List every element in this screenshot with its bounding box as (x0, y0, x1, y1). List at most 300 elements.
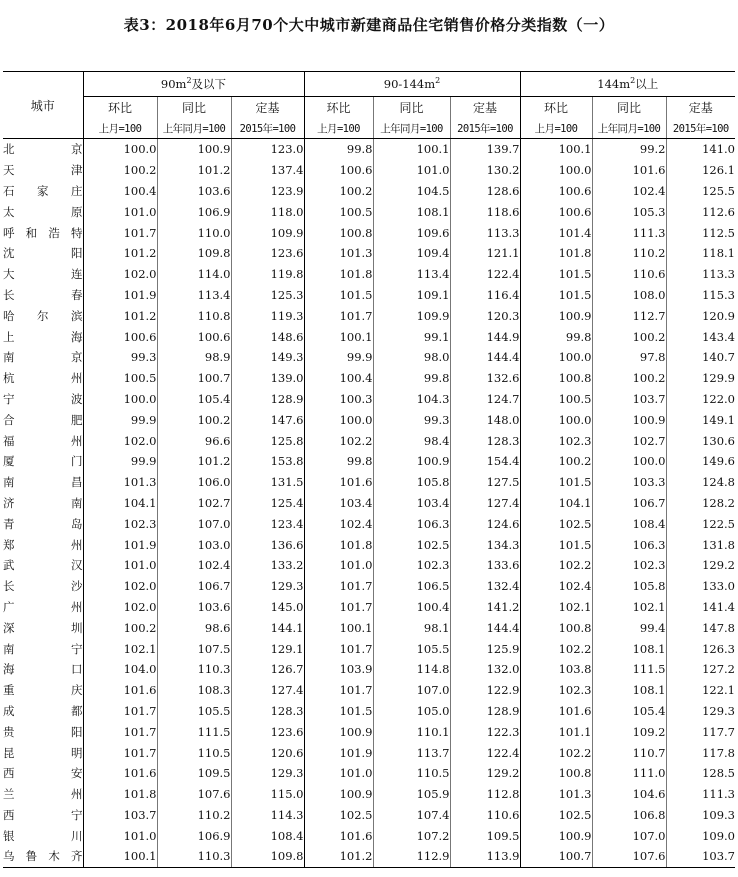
index-value: 119.8 (231, 264, 304, 285)
table-row (3, 430, 735, 451)
index-value: 101.6 (304, 825, 373, 846)
index-value: 101.6 (304, 472, 373, 493)
index-value: 101.8 (304, 264, 373, 285)
index-value: 102.3 (520, 430, 592, 451)
index-value: 102.5 (373, 534, 450, 555)
base-header-row (3, 118, 735, 139)
index-value: 98.6 (157, 617, 231, 638)
index-value: 108.0 (592, 285, 666, 306)
city-name: 杭州 (3, 371, 83, 386)
index-value: 100.9 (592, 409, 666, 430)
table-row (3, 243, 735, 264)
index-value: 101.0 (83, 555, 157, 576)
index-value: 141.2 (450, 597, 520, 618)
table-row (3, 701, 735, 722)
index-value: 99.9 (304, 347, 373, 368)
index-value: 103.8 (520, 659, 592, 680)
index-value: 100.0 (83, 139, 157, 160)
index-value: 102.1 (83, 638, 157, 659)
index-value: 100.6 (520, 201, 592, 222)
index-value: 107.6 (157, 784, 231, 805)
table-title: 表3：2018年6月70个大中城市新建商品住宅销售价格分类指数（一） (123, 16, 615, 34)
city-name: 西安 (3, 766, 83, 781)
table-row (3, 638, 735, 659)
index-value: 134.3 (450, 534, 520, 555)
index-value: 113.7 (373, 742, 450, 763)
index-value: 128.9 (231, 389, 304, 410)
index-value: 129.9 (666, 368, 735, 389)
index-value: 105.8 (373, 472, 450, 493)
index-value: 113.4 (373, 264, 450, 285)
index-value: 103.7 (83, 805, 157, 826)
base-last-month: 上月=100 (304, 118, 373, 139)
index-value: 100.2 (304, 181, 373, 202)
table-row (3, 389, 735, 410)
index-value: 99.1 (373, 326, 450, 347)
index-value: 149.3 (231, 347, 304, 368)
index-value: 106.7 (157, 576, 231, 597)
table-row (3, 763, 735, 784)
index-value: 100.9 (157, 139, 231, 160)
index-value: 109.4 (373, 243, 450, 264)
index-value: 103.6 (157, 181, 231, 202)
index-value: 139.0 (231, 368, 304, 389)
index-value: 100.1 (304, 617, 373, 638)
index-value: 128.3 (450, 430, 520, 451)
index-value: 100.6 (520, 181, 592, 202)
index-value: 108.4 (231, 825, 304, 846)
index-value: 100.0 (592, 451, 666, 472)
index-value: 141.0 (666, 139, 735, 160)
index-value: 102.3 (373, 555, 450, 576)
table-row (3, 409, 735, 430)
index-value: 103.7 (592, 389, 666, 410)
index-value: 98.0 (373, 347, 450, 368)
index-value: 105.9 (373, 784, 450, 805)
table-row (3, 659, 735, 680)
index-value: 110.0 (157, 222, 231, 243)
index-value: 100.3 (304, 389, 373, 410)
table-row (3, 472, 735, 493)
index-value: 129.2 (450, 763, 520, 784)
index-value: 133.2 (231, 555, 304, 576)
index-value: 115.3 (666, 285, 735, 306)
index-value: 128.5 (666, 763, 735, 784)
table-row (3, 285, 735, 306)
index-value: 99.3 (373, 409, 450, 430)
index-value: 109.9 (231, 222, 304, 243)
index-value: 101.5 (304, 285, 373, 306)
index-value: 108.3 (157, 680, 231, 701)
index-value: 110.2 (157, 805, 231, 826)
city-name: 哈尔滨 (3, 308, 83, 323)
table-row (3, 846, 735, 867)
index-value: 100.8 (520, 617, 592, 638)
city-name: 海口 (3, 662, 83, 677)
index-value: 111.3 (592, 222, 666, 243)
index-value: 105.8 (592, 576, 666, 597)
index-value: 101.3 (83, 472, 157, 493)
index-value: 102.4 (592, 181, 666, 202)
index-value: 143.4 (666, 326, 735, 347)
table-row (3, 305, 735, 326)
subcol-yoy: 同比 (157, 97, 231, 119)
index-value: 120.9 (666, 305, 735, 326)
index-value: 100.0 (304, 409, 373, 430)
index-value: 128.9 (450, 701, 520, 722)
city-name: 长沙 (3, 579, 83, 594)
subcol-fixed-base: 定基 (450, 97, 520, 119)
index-value: 104.1 (520, 493, 592, 514)
city-name: 南昌 (3, 475, 83, 490)
table-row (3, 555, 735, 576)
index-value: 109.0 (666, 825, 735, 846)
index-value: 109.8 (157, 243, 231, 264)
index-value: 147.8 (666, 617, 735, 638)
index-value: 124.6 (450, 513, 520, 534)
index-value: 101.5 (304, 701, 373, 722)
index-value: 101.9 (83, 285, 157, 306)
index-value: 101.0 (83, 201, 157, 222)
index-value: 102.5 (520, 513, 592, 534)
index-value: 106.3 (592, 534, 666, 555)
city-name: 重庆 (3, 683, 83, 698)
subcol-mom: 环比 (83, 97, 157, 119)
index-value: 102.7 (157, 493, 231, 514)
index-value: 101.7 (304, 305, 373, 326)
index-value: 103.9 (304, 659, 373, 680)
index-value: 101.5 (520, 285, 592, 306)
index-value: 126.1 (666, 160, 735, 181)
index-value: 133.0 (666, 576, 735, 597)
index-value: 113.9 (450, 846, 520, 867)
index-value: 101.6 (83, 763, 157, 784)
index-value: 101.7 (83, 721, 157, 742)
city-name: 宁波 (3, 391, 83, 406)
index-value: 100.2 (83, 160, 157, 181)
index-value: 103.7 (666, 846, 735, 867)
index-value: 100.9 (373, 451, 450, 472)
index-value: 113.3 (666, 264, 735, 285)
index-value: 118.1 (666, 243, 735, 264)
index-value: 144.4 (450, 617, 520, 638)
table-row (3, 139, 735, 160)
city-name: 上海 (3, 329, 83, 344)
index-value: 104.5 (373, 181, 450, 202)
index-value: 100.7 (520, 846, 592, 867)
group-header-medium: $90-144m^2$ (304, 72, 520, 97)
index-value: 107.0 (157, 513, 231, 534)
subcol-fixed-base: 定基 (231, 97, 304, 119)
index-value: 147.6 (231, 409, 304, 430)
index-value: 103.6 (157, 597, 231, 618)
index-value: 102.5 (304, 805, 373, 826)
index-value: 109.1 (373, 285, 450, 306)
index-value: 106.9 (157, 201, 231, 222)
index-value: 101.2 (157, 451, 231, 472)
index-value: 105.5 (157, 701, 231, 722)
city-name: 南宁 (3, 641, 83, 656)
city-name: 乌鲁木齐 (3, 846, 83, 867)
index-value: 110.1 (373, 721, 450, 742)
base-2015: 2015年=100 (450, 118, 520, 139)
index-value: 110.6 (592, 264, 666, 285)
index-value: 106.5 (373, 576, 450, 597)
index-value: 130.2 (450, 160, 520, 181)
index-value: 129.3 (231, 576, 304, 597)
index-value: 109.8 (231, 846, 304, 867)
index-value: 111.5 (592, 659, 666, 680)
subcol-yoy: 同比 (373, 97, 450, 119)
table-row (3, 513, 735, 534)
index-value: 128.3 (231, 701, 304, 722)
index-value: 106.9 (157, 825, 231, 846)
index-value: 119.3 (231, 305, 304, 326)
table-row (3, 617, 735, 638)
index-value: 106.7 (592, 493, 666, 514)
index-value: 101.5 (520, 264, 592, 285)
city-name: 广州 (3, 599, 83, 614)
index-value: 100.2 (83, 617, 157, 638)
index-value: 102.7 (592, 430, 666, 451)
index-value: 100.2 (520, 451, 592, 472)
index-value: 103.4 (304, 493, 373, 514)
index-value: 128.2 (666, 493, 735, 514)
index-value: 117.7 (666, 721, 735, 742)
table-row (3, 451, 735, 472)
index-value: 112.5 (666, 222, 735, 243)
table-row (3, 160, 735, 181)
index-value: 102.3 (592, 555, 666, 576)
base-last-year-month: 上年同月=100 (373, 118, 450, 139)
index-value: 100.8 (520, 368, 592, 389)
subcol-yoy: 同比 (592, 97, 666, 119)
index-value: 101.8 (304, 534, 373, 555)
index-value: 113.4 (157, 285, 231, 306)
index-value: 114.8 (373, 659, 450, 680)
table-row (3, 825, 735, 846)
base-last-month: 上月=100 (520, 118, 592, 139)
index-value: 110.8 (157, 305, 231, 326)
city-name: 贵阳 (3, 724, 83, 739)
index-value: 102.4 (520, 576, 592, 597)
index-value: 99.3 (83, 347, 157, 368)
index-value: 114.0 (157, 264, 231, 285)
city-name: 郑州 (3, 537, 83, 552)
city-name: 厦门 (3, 454, 83, 469)
index-value: 121.1 (450, 243, 520, 264)
index-value: 99.8 (304, 451, 373, 472)
index-value: 125.9 (450, 638, 520, 659)
index-value: 101.6 (83, 680, 157, 701)
index-value: 125.4 (231, 493, 304, 514)
index-value: 127.4 (231, 680, 304, 701)
index-value: 129.1 (231, 638, 304, 659)
index-value: 109.5 (450, 825, 520, 846)
index-value: 100.0 (83, 389, 157, 410)
index-value: 125.8 (231, 430, 304, 451)
index-value: 99.2 (592, 139, 666, 160)
index-value: 102.2 (520, 742, 592, 763)
city-column-header: 城市 (3, 72, 83, 139)
index-value: 128.6 (450, 181, 520, 202)
index-value: 131.8 (666, 534, 735, 555)
index-value: 110.7 (592, 742, 666, 763)
index-value: 149.6 (666, 451, 735, 472)
index-value: 106.0 (157, 472, 231, 493)
city-name: 深圳 (3, 620, 83, 635)
base-last-month: 上月=100 (83, 118, 157, 139)
index-value: 97.8 (592, 347, 666, 368)
index-value: 100.1 (83, 846, 157, 867)
index-value: 101.2 (83, 243, 157, 264)
city-name: 兰州 (3, 787, 83, 802)
index-value: 101.0 (304, 555, 373, 576)
index-value: 112.6 (666, 201, 735, 222)
index-value: 100.8 (304, 222, 373, 243)
index-value: 111.5 (157, 721, 231, 742)
index-value: 101.4 (520, 222, 592, 243)
index-value: 101.2 (157, 160, 231, 181)
table-row (3, 201, 735, 222)
subcol-fixed-base: 定基 (666, 97, 735, 119)
index-value: 101.3 (304, 243, 373, 264)
index-value: 96.6 (157, 430, 231, 451)
index-value: 101.5 (520, 534, 592, 555)
index-value: 109.9 (373, 305, 450, 326)
index-value: 114.3 (231, 805, 304, 826)
city-name: 西宁 (3, 807, 83, 822)
index-value: 101.0 (304, 763, 373, 784)
index-value: 102.0 (83, 576, 157, 597)
table-row (3, 721, 735, 742)
group-header-row (3, 72, 735, 97)
index-value: 101.8 (520, 243, 592, 264)
index-value: 144.1 (231, 617, 304, 638)
index-value: 100.1 (373, 139, 450, 160)
city-name: 银川 (3, 828, 83, 843)
index-value: 129.3 (666, 701, 735, 722)
city-name: 沈阳 (3, 246, 83, 261)
index-value: 132.4 (450, 576, 520, 597)
index-value: 101.6 (520, 701, 592, 722)
index-value: 100.4 (373, 597, 450, 618)
index-value: 100.9 (304, 784, 373, 805)
index-value: 125.5 (666, 181, 735, 202)
index-value: 139.7 (450, 139, 520, 160)
table-row (3, 742, 735, 763)
index-value: 103.0 (157, 534, 231, 555)
index-value: 102.1 (592, 597, 666, 618)
index-value: 149.1 (666, 409, 735, 430)
index-value: 100.6 (83, 326, 157, 347)
index-value: 107.6 (592, 846, 666, 867)
index-value: 110.5 (373, 763, 450, 784)
index-value: 110.3 (157, 659, 231, 680)
index-value: 140.7 (666, 347, 735, 368)
index-value: 105.4 (157, 389, 231, 410)
index-value: 99.9 (83, 451, 157, 472)
index-value: 101.3 (520, 784, 592, 805)
index-value: 100.6 (157, 326, 231, 347)
index-value: 102.3 (520, 680, 592, 701)
index-value: 101.9 (304, 742, 373, 763)
index-value: 111.3 (666, 784, 735, 805)
table-row (3, 534, 735, 555)
city-name: 南京 (3, 350, 83, 365)
index-value: 101.7 (83, 742, 157, 763)
index-value: 109.3 (666, 805, 735, 826)
index-value: 127.4 (450, 493, 520, 514)
index-value: 101.7 (83, 701, 157, 722)
index-value: 101.7 (83, 222, 157, 243)
index-value: 112.9 (373, 846, 450, 867)
index-value: 120.3 (450, 305, 520, 326)
index-value: 129.2 (666, 555, 735, 576)
index-value: 102.0 (83, 597, 157, 618)
index-value: 110.5 (157, 742, 231, 763)
city-name: 石家庄 (3, 183, 83, 198)
base-last-year-month: 上年同月=100 (157, 118, 231, 139)
city-name: 长春 (3, 287, 83, 302)
index-value: 154.4 (450, 451, 520, 472)
index-value: 129.3 (231, 763, 304, 784)
table-row (3, 576, 735, 597)
index-value: 109.5 (157, 763, 231, 784)
index-value: 101.2 (83, 305, 157, 326)
table-row (3, 493, 735, 514)
index-value: 105.3 (592, 201, 666, 222)
city-name: 呼和浩特 (3, 225, 83, 240)
index-value: 107.0 (592, 825, 666, 846)
index-value: 104.0 (83, 659, 157, 680)
index-value: 98.1 (373, 617, 450, 638)
index-value: 115.0 (231, 784, 304, 805)
index-value: 126.3 (666, 638, 735, 659)
city-name: 昆明 (3, 745, 83, 760)
table-row (3, 784, 735, 805)
index-value: 124.8 (666, 472, 735, 493)
table-body (3, 139, 735, 868)
index-value: 105.0 (373, 701, 450, 722)
index-value: 101.7 (304, 638, 373, 659)
index-value: 99.9 (83, 409, 157, 430)
city-name: 大连 (3, 267, 83, 282)
index-value: 100.1 (520, 139, 592, 160)
index-value: 100.5 (83, 368, 157, 389)
subcol-mom: 环比 (304, 97, 373, 119)
city-name: 济南 (3, 495, 83, 510)
index-value: 123.6 (231, 243, 304, 264)
index-value: 125.3 (231, 285, 304, 306)
price-index-table (3, 71, 735, 868)
base-2015: 2015年=100 (666, 118, 735, 139)
index-value: 141.4 (666, 597, 735, 618)
index-value: 107.5 (157, 638, 231, 659)
index-value: 131.5 (231, 472, 304, 493)
index-value: 100.7 (157, 368, 231, 389)
index-value: 123.0 (231, 139, 304, 160)
index-value: 153.8 (231, 451, 304, 472)
index-value: 108.1 (373, 201, 450, 222)
index-value: 133.6 (450, 555, 520, 576)
index-value: 122.0 (666, 389, 735, 410)
index-value: 122.1 (666, 680, 735, 701)
index-value: 99.8 (520, 326, 592, 347)
index-value: 118.0 (231, 201, 304, 222)
index-value: 101.0 (373, 160, 450, 181)
index-value: 98.9 (157, 347, 231, 368)
